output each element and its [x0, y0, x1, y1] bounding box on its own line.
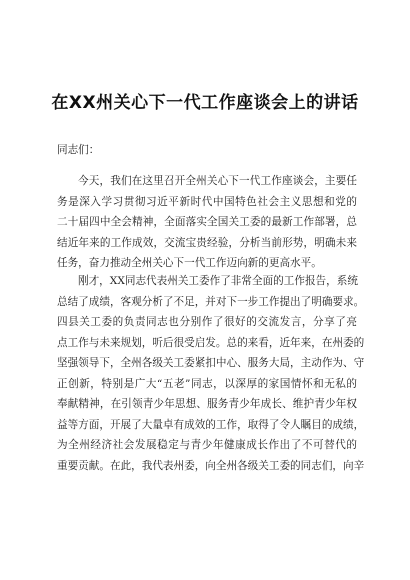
text-line: 总结了成绩，客观分析了不足，并对下一步工作提出了明确要求。: [57, 295, 365, 308]
paragraph-2: [57, 271, 365, 476]
text-line: 点工作与未来规划，听后很受启发。总的来看，近年来，在州委的: [57, 336, 365, 349]
paragraph-1: [57, 171, 357, 274]
text-line: 正创新，特别是广大“五老”同志，以深厚的家国情怀和无私的: [57, 377, 357, 390]
text-line: 刚才，XX同志代表州关工委作了非常全面的工作报告，系统: [78, 275, 358, 287]
text-line: 坚强领导下，全州各级关工委紧扣中心、服务大局，主动作为、守: [57, 357, 365, 369]
salutation: 同志们：: [57, 144, 100, 156]
text-line: 务是深入学习贯彻习近平新时代中国特色社会主义思想和党的: [57, 195, 357, 208]
text-line: 二十届四中全会精神，全面落实全国关工委的最新工作部署，总: [57, 216, 357, 228]
text-line: 结近年来的工作成效，交流宝贵经验，分析当前形势，明确未来: [57, 236, 357, 249]
text-line: 为全州经济社会发展稳定与青少年健康成长作出了不可替代的: [57, 439, 357, 451]
text-line: 今天，我们在这里召开全州关心下一代工作座谈会，主要任: [78, 175, 357, 187]
text-line: 四县关工委的负责同志也分别作了很好的交流发言，分享了亮: [57, 316, 357, 328]
document-title: 在XX州关心下一代工作座谈会上的讲话: [51, 93, 359, 113]
text-line: 重要贡献。在此，我代表州委，向全州各级关工委的同志们，向辛: [57, 459, 365, 472]
text-line: 奉献精神，在引领青少年思想、服务青少年成长、维护青少年权: [57, 398, 357, 410]
text-line: 益等方面，开展了大量卓有成效的工作，取得了令人瞩目的成绩，: [57, 418, 365, 431]
text-line: 任务，奋力推动全州关心下一代工作迈向新的更高水平。: [57, 257, 322, 269]
